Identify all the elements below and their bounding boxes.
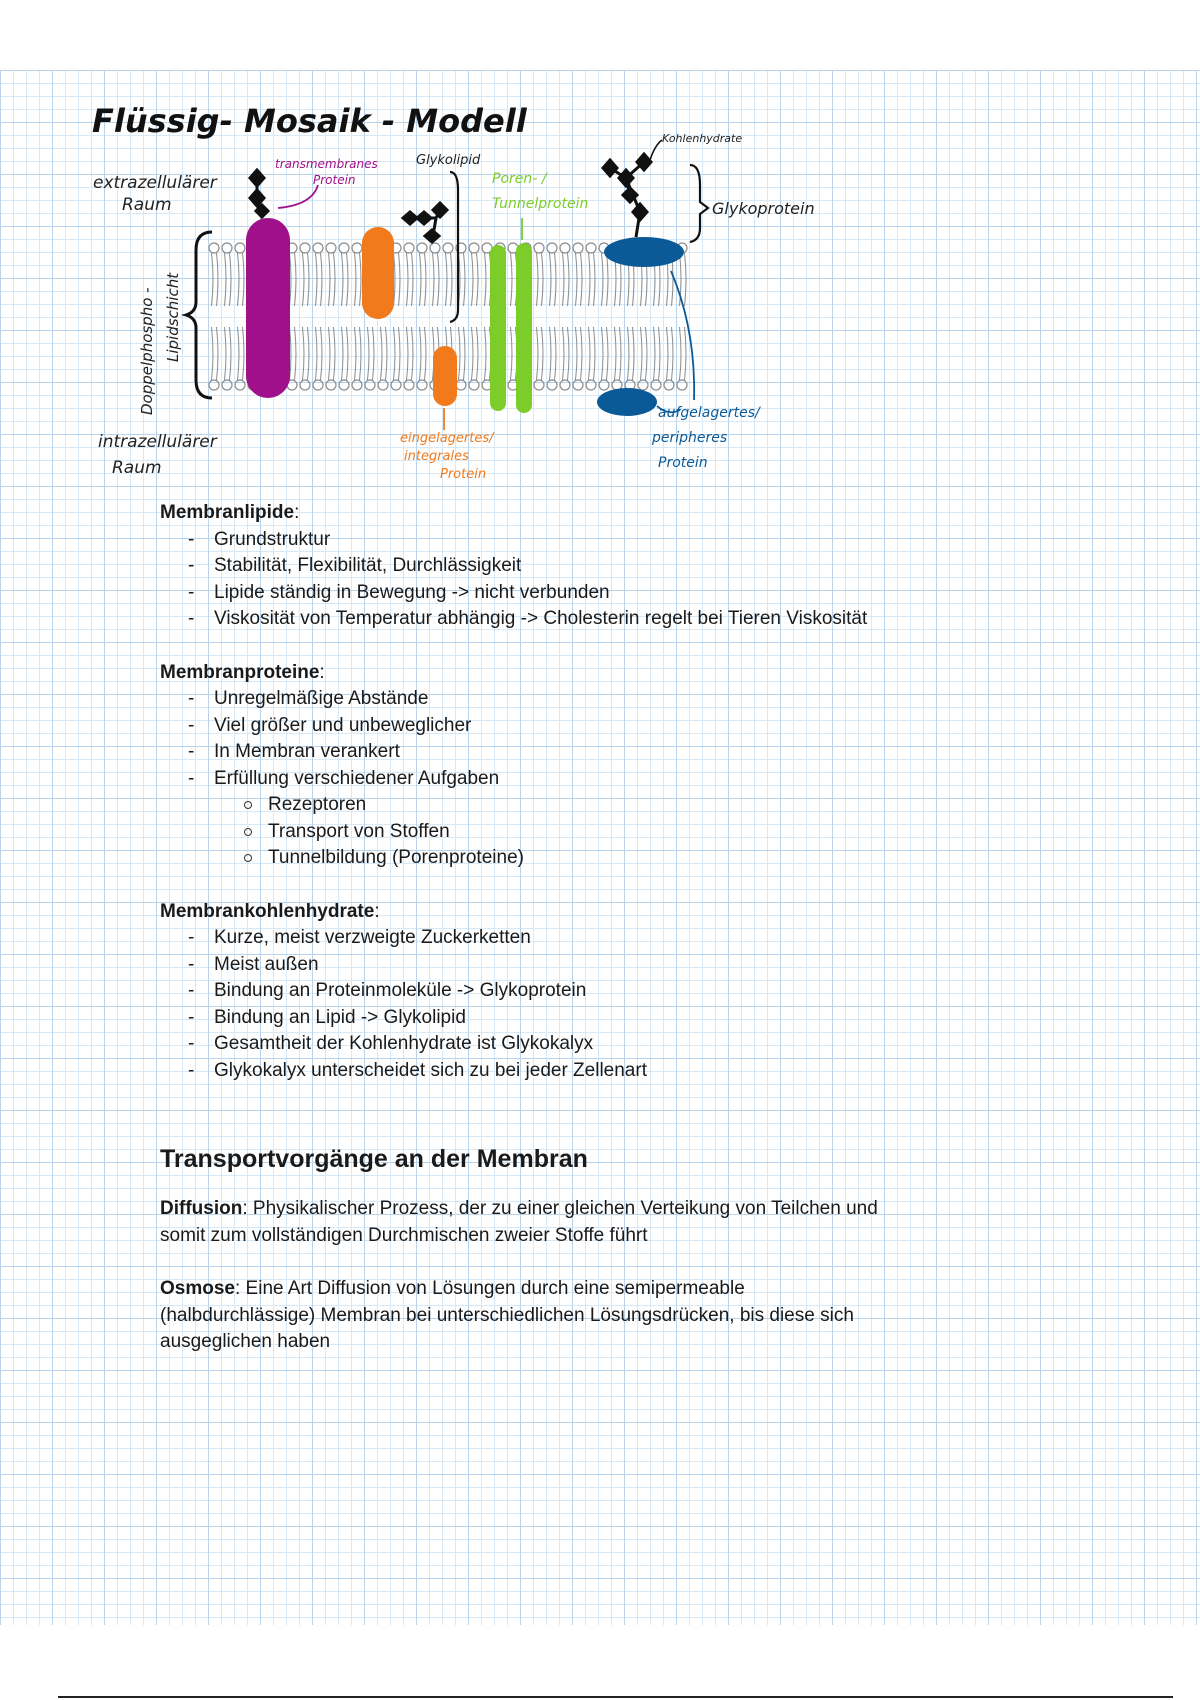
lipid-tail [334, 327, 336, 380]
lipid-head [404, 380, 414, 390]
sub-list-item: Transport von Stoffen [242, 819, 880, 846]
integral-protein-lower [433, 346, 457, 406]
label-peripheral-2: peripheres [652, 430, 728, 446]
lipid-tail [589, 327, 591, 380]
lipid-tail [355, 327, 357, 380]
lipid-head [339, 243, 349, 253]
lipid-tail [329, 253, 331, 306]
lipid-tail [654, 327, 656, 380]
lipid-head [235, 243, 245, 253]
lipid-tail [685, 327, 687, 380]
label-carbohydrate: Kohlenhydrate [662, 132, 743, 145]
lipid-head [547, 243, 557, 253]
lipid-tail [225, 253, 227, 306]
bullet-list [160, 925, 880, 1084]
lipid-head [209, 243, 219, 253]
lipid-tail [594, 253, 596, 306]
lipid-tail [347, 327, 349, 380]
lipid-tail [360, 327, 362, 380]
lipid-tail [321, 327, 323, 380]
label-bilayer-1: Doppelphospho - [138, 287, 156, 415]
lipid-tail [243, 253, 245, 306]
lipid-tail [594, 327, 596, 380]
lipid-head [677, 380, 687, 390]
lipid-head [573, 380, 583, 390]
lipid-tail [230, 253, 232, 306]
lipid-tail [355, 253, 357, 306]
lipid-tail [659, 327, 661, 380]
label-pore-2: Tunnelprotein [492, 196, 589, 212]
lipid-tail [568, 327, 570, 380]
diffusion-text: Physikalischer Prozess, der zu einer gleichen Verteikung von Teilchen und somit zum vollständigen Durchmischen zweier Stoffe führt [160, 1198, 878, 1246]
lipid-tail [555, 327, 557, 380]
lipid-tail [308, 253, 310, 306]
label-pore-1: Poren- / [492, 171, 547, 187]
lipid-tail [412, 327, 414, 380]
transmembrane-protein [246, 218, 290, 398]
lipid-tail [628, 327, 630, 380]
fluid-mosaic-diagram [0, 90, 820, 490]
label-extracellular-2: Raum [122, 195, 172, 215]
lipid-head [391, 380, 401, 390]
label-bilayer-2: Lipidschicht [164, 272, 182, 362]
label-peripheral-3: Protein [658, 455, 708, 471]
lipid-head [326, 380, 336, 390]
lipid-tail [412, 253, 414, 306]
lipid-tail [537, 327, 539, 380]
lipid-tail [368, 327, 370, 380]
lipid-tail [667, 327, 669, 380]
pore-protein-left [490, 245, 506, 411]
lipid-tail [329, 327, 331, 380]
lipid-head [469, 380, 479, 390]
peripheral-pointer-line [671, 271, 694, 400]
glycolipid-carbohydrate-chain [403, 203, 447, 242]
lipid-tail [641, 327, 643, 380]
lipid-tail [550, 327, 552, 380]
lipid-head [300, 380, 310, 390]
lipid-tail [347, 253, 349, 306]
carbohydrate-pointer-line [650, 140, 662, 160]
lipid-tail [563, 327, 565, 380]
lipid-head [560, 380, 570, 390]
lipid-tail [477, 327, 479, 380]
list-item: - Erfüllung verschiedener Aufgaben [188, 766, 880, 793]
lipid-head [534, 243, 544, 253]
integral-protein-upper [362, 227, 394, 319]
lipid-tail [589, 253, 591, 306]
lipid-head [586, 243, 596, 253]
lipid-head [313, 380, 323, 390]
lipid-tail [576, 327, 578, 380]
label-integral-1: eingelagertes/ [400, 431, 494, 446]
label-extracellular-1: extrazellulärer [93, 173, 217, 193]
list-item: - Viel größer und unbeweglicher [188, 713, 880, 740]
footer-divider [58, 1696, 1173, 1698]
label-transmembrane-1: transmembranes [275, 157, 378, 171]
lipid-tail [511, 327, 513, 380]
lipid-tail [607, 253, 609, 306]
list-item: - Gesamtheit der Kohlenhydrate ist Glykokalyx [188, 1031, 880, 1058]
lipid-tail [438, 253, 440, 306]
lipid-tail [485, 327, 487, 380]
lipid-head [378, 380, 388, 390]
list-item: - In Membran verankert [188, 739, 880, 766]
lipid-head [352, 380, 362, 390]
lipid-tail [563, 253, 565, 306]
lipid-tail [425, 327, 427, 380]
lipid-tail [394, 327, 396, 380]
bilayer-brace [186, 232, 212, 398]
lipid-tail [295, 253, 297, 306]
lipid-tail [602, 327, 604, 380]
section-title: Membrankohlenhydrate [160, 900, 375, 922]
lipid-tail [316, 327, 318, 380]
lipid-tail [433, 253, 435, 306]
lipid-tail [303, 253, 305, 306]
lipid-tail [542, 253, 544, 306]
lipid-head [222, 243, 232, 253]
lipid-head [560, 243, 570, 253]
lipid-tail [620, 327, 622, 380]
lipid-tail [381, 327, 383, 380]
lipid-head [417, 243, 427, 253]
lipid-head [339, 380, 349, 390]
lipid-tail [550, 253, 552, 306]
lipid-tail [607, 327, 609, 380]
lipid-tail [373, 327, 375, 380]
diffusion-term: Diffusion [160, 1198, 243, 1219]
bullet-list [160, 527, 880, 633]
lipid-head [404, 243, 414, 253]
section-membranlipide: Membranlipide: - Grundstruktur - Stabilität, Flexibilität, Durchlässigkeit - Lipide ständig in Bewegung -> nicht verbunden - Viskosität von Temperatur abhängig -> Cholesterin regelt bei Tieren Viskosität [160, 500, 880, 633]
lipid-tail [238, 327, 240, 380]
lipid-tail [464, 327, 466, 380]
diffusion-definition: Diffusion: Physikalischer Prozess, der zu einer gleichen Verteikung von Teilchen und somit zum vollständigen Durchmischen zweier Stoffe führt [160, 1198, 878, 1246]
lipid-head [664, 380, 674, 390]
lipid-head [222, 380, 232, 390]
pore-protein-right [516, 243, 532, 413]
list-item: - Bindung an Proteinmoleküle -> Glykoprotein [188, 978, 880, 1005]
lipid-tail [459, 327, 461, 380]
glycoprotein-carbohydrate-chain [603, 154, 651, 237]
glycoprotein-body [604, 237, 684, 267]
osmosis-term: Osmose [160, 1278, 235, 1299]
list-item: - Grundstruktur [188, 527, 880, 554]
peripheral-protein [597, 388, 657, 416]
lipid-tail [633, 327, 635, 380]
lipid-head [469, 243, 479, 253]
lipid-tail [399, 327, 401, 380]
label-glycoprotein: Glykoprotein [712, 199, 815, 218]
list-item: - Lipide ständig in Bewegung -> nicht verbunden [188, 580, 880, 607]
list-item: - Meist außen [188, 952, 880, 979]
list-item: - Bindung an Lipid -> Glykolipid [188, 1005, 880, 1032]
transmembrane-carbohydrate-chain [250, 170, 268, 218]
sub-bullet-list [160, 792, 880, 872]
label-peripheral-1: aufgelagertes/ [658, 405, 760, 421]
list-item: - Kurze, meist verzweigte Zuckerketten [188, 925, 880, 952]
lipid-tail [576, 253, 578, 306]
lipid-tail [225, 327, 227, 380]
label-transmembrane-2: Protein [313, 173, 356, 187]
lipid-tail [342, 253, 344, 306]
lipid-tail [407, 253, 409, 306]
lipid-tail [360, 253, 362, 306]
lipid-tail [321, 253, 323, 306]
lipid-tail [316, 253, 318, 306]
lipid-tail [485, 253, 487, 306]
lipid-tail [542, 327, 544, 380]
lipid-tail [334, 253, 336, 306]
lipid-tail [555, 253, 557, 306]
label-integral-2: integrales [404, 449, 469, 464]
list-item: - Unregelmäßige Abstände [188, 686, 880, 713]
lipid-tail [386, 327, 388, 380]
lipid-tail [646, 327, 648, 380]
section-membrankohlenhydrate: Membrankohlenhydrate: - Kurze, meist verzweigte Zuckerketten - Meist außen - Bindung an Proteinmoleküle -> Glykoprotein - Bindung an Lipid -> Glykolipid - Gesamtheit der Kohlenhydrate ist Glykokalyx - Glykokalyx unterscheidet sich zu bei jeder Zellenart [160, 899, 880, 1085]
lipid-head [313, 243, 323, 253]
notes-body [160, 500, 880, 1383]
lipid-tail [472, 253, 474, 306]
osmosis-text: Eine Art Diffusion von Lösungen durch eine semipermeable (halbdurchlässige) Membran bei unterschiedlichen Lösungsdrücken, bis diese sich ausgeglichen haben [160, 1278, 854, 1352]
lipid-head [443, 243, 453, 253]
lipid-head [300, 243, 310, 253]
lipid-tail [243, 327, 245, 380]
label-integral-3: Protein [440, 467, 487, 482]
lipid-tail [581, 253, 583, 306]
lipid-tail [685, 253, 687, 306]
lipid-tail [425, 253, 427, 306]
lipid-head [586, 380, 596, 390]
lipid-tail [472, 327, 474, 380]
list-item: - Glykokalyx unterscheidet sich zu bei jeder Zellenart [188, 1058, 880, 1085]
lipid-tail [672, 327, 674, 380]
lipid-tail [602, 253, 604, 306]
lipid-tail [680, 327, 682, 380]
list-item: - Stabilität, Flexibilität, Durchlässigkeit [188, 553, 880, 580]
label-intracellular-2: Raum [112, 458, 162, 478]
bullet-list [160, 686, 880, 792]
section-membranproteine: Membranproteine: - Unregelmäßige Abstände - Viel größer und unbeweglicher - In Membran verankert - Erfüllung verschiedener Aufgaben Rezeptoren Transport von Stoffen Tunnelbildung (Porenproteine) [160, 660, 880, 872]
lipid-head [352, 243, 362, 253]
section-title: Membranlipide [160, 502, 295, 523]
lipid-tail [615, 327, 617, 380]
lipid-tail [537, 253, 539, 306]
lipid-tail [303, 327, 305, 380]
transport-heading: Transportvorgänge an der Membran [160, 1145, 588, 1173]
lipid-head [599, 380, 609, 390]
lipid-tail [477, 253, 479, 306]
lipid-head [534, 380, 544, 390]
lipid-head [235, 380, 245, 390]
lipid-tail [295, 327, 297, 380]
lipid-tail [451, 253, 453, 306]
diagram-title: Flüssig- Mosaik - Modell [92, 102, 527, 140]
lipid-head [430, 243, 440, 253]
label-glycolipid: Glykolipid [416, 153, 481, 168]
section-title: Membranproteine [160, 661, 320, 683]
lipid-tail [217, 253, 219, 306]
lipid-tail [568, 253, 570, 306]
lipid-head [209, 380, 219, 390]
sub-list-item: Rezeptoren [242, 792, 880, 819]
lipid-tail [407, 327, 409, 380]
lipid-tail [212, 327, 214, 380]
lipid-tail [420, 327, 422, 380]
lipid-tail [230, 327, 232, 380]
lipid-head [417, 380, 427, 390]
lipid-head [651, 380, 661, 390]
list-item: - Viskosität von Temperatur abhängig -> Cholesterin regelt bei Tieren Viskosität [188, 606, 880, 633]
lipid-tail [464, 253, 466, 306]
lipid-tail [511, 253, 513, 306]
lipid-tail [308, 327, 310, 380]
lipid-head [365, 380, 375, 390]
lipid-tail [420, 253, 422, 306]
lipid-tail [399, 253, 401, 306]
label-intracellular-1: intrazellulärer [98, 432, 217, 452]
lipid-head [638, 380, 648, 390]
transmembrane-pointer-line [278, 185, 318, 208]
lipid-head [547, 380, 557, 390]
lipid-tail [238, 253, 240, 306]
lipid-tail [342, 327, 344, 380]
lipid-tail [446, 253, 448, 306]
lipid-tail [217, 327, 219, 380]
lipid-tail [212, 253, 214, 306]
lipid-tail [581, 327, 583, 380]
lipid-head [456, 380, 466, 390]
lipid-head [326, 243, 336, 253]
glycoprotein-bracket [690, 165, 708, 242]
lipid-head [573, 243, 583, 253]
osmosis-definition: Osmose: Eine Art Diffusion von Lösungen durch eine semipermeable (halbdurchlässige) Membran bei unterschiedlichen Lösungsdrücken, bis diese sich ausgeglichen haben [160, 1278, 854, 1352]
sub-list-item: Tunnelbildung (Porenproteine) [242, 845, 880, 872]
